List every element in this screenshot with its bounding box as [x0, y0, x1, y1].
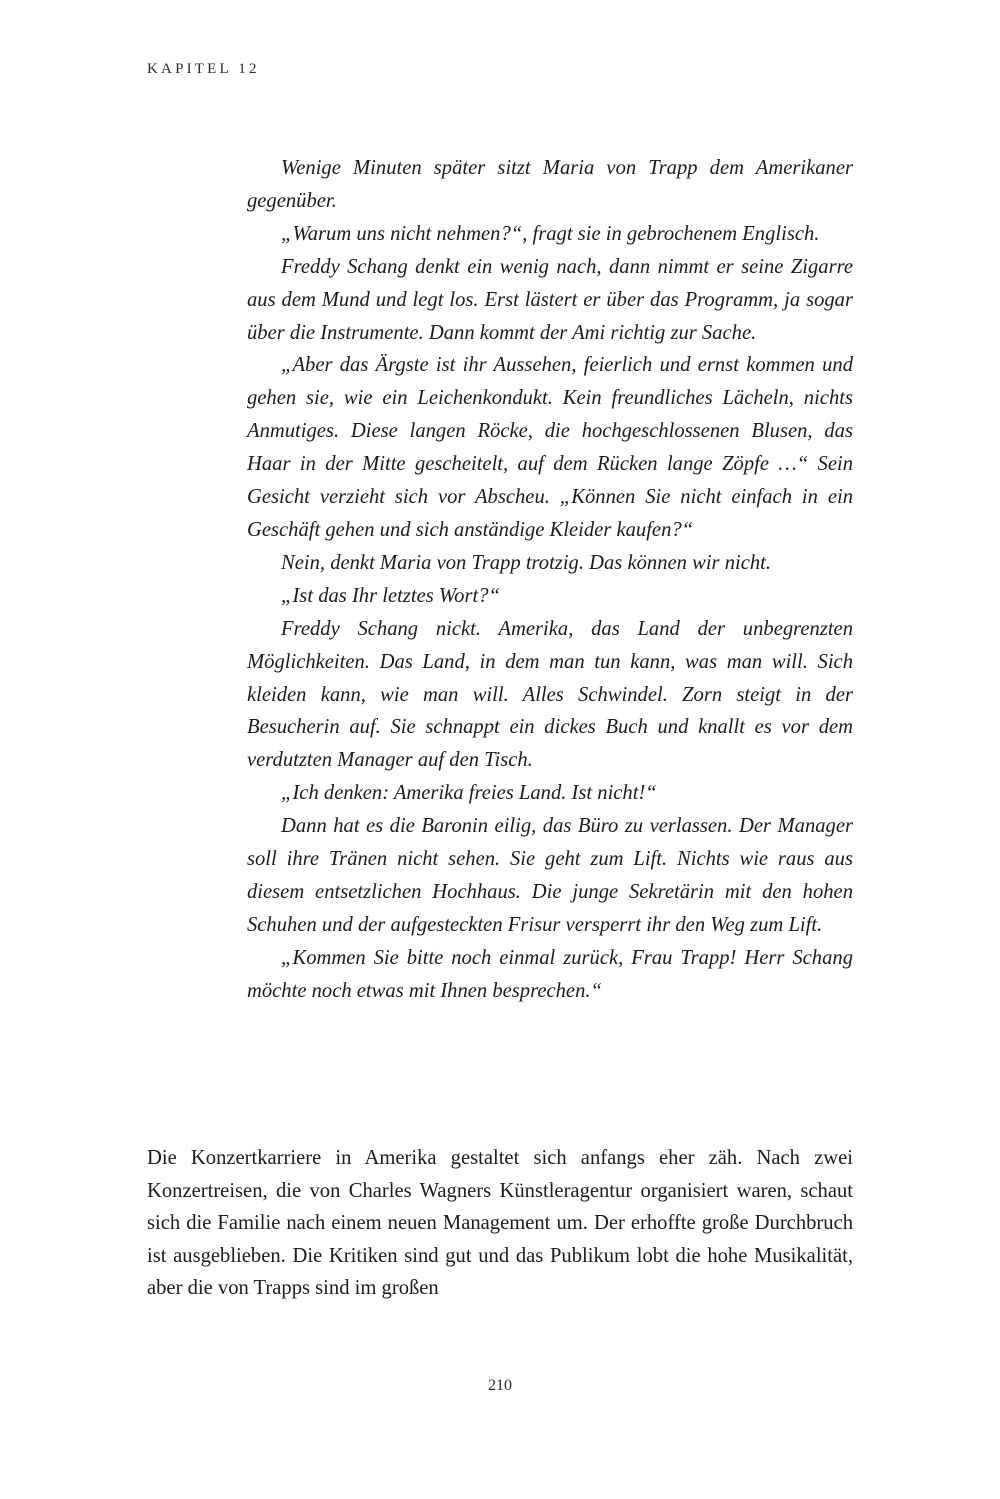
excerpt-paragraph: Wenige Minuten später sitzt Maria von Trapp dem Amerikaner gegenüber. [247, 157, 853, 212]
excerpt-paragraph: „Ich denken: Amerika freies Land. Ist nicht!“ [281, 782, 657, 805]
body-paragraph: Die Konzertkarriere in Amerika gestaltet sich anfangs eher zäh. Nach zwei Konzertreisen, die von Charles Wagners Künstleragentur organisiert waren, schaut sich die Familie nach einem neuen Management um. Der erhoffte große Durchbruch ist ausgeblieben. Die Kritiken sind gut und das Publikum lobt die hohe Musikalität, aber die von Trapps sind im großen [147, 1147, 853, 1300]
italic-excerpt [247, 152, 853, 1008]
excerpt-paragraph: Nein, denkt Maria von Trapp trotzig. Das können wir nicht. [281, 551, 772, 574]
excerpt-paragraph: „Aber das Ärgste ist ihr Aussehen, feierlich und ernst kommen und gehen sie, wie ein Leichenkondukt. Kein freundliches Lächeln, nichts Anmutiges. Diese langen Röcke, die hochgeschlossenen Blusen, das Haar in der Mitte gescheitelt, auf dem Rücken lange Zöpfe …“ Sein Gesicht verzieht sich vor Abscheu. „Können Sie nicht einfach in ein Geschäft gehen und sich anständige Kleider kaufen?“ [247, 354, 853, 541]
excerpt-paragraph: Dann hat es die Baronin eilig, das Büro zu verlassen. Der Manager soll ihre Tränen nicht sehen. Sie geht zum Lift. Nichts wie raus aus diesem entsetzlichen Hochhaus. Die junge Sekretärin mit den hohen Schuhen und der aufgesteckten Frisur versperrt ihr den Weg zum Lift. [247, 815, 853, 936]
excerpt-paragraph: „Warum uns nicht nehmen?“, fragt sie in gebrochenem Englisch. [281, 222, 820, 245]
excerpt-paragraph: Freddy Schang nickt. Amerika, das Land der unbegrenzten Möglichkeiten. Das Land, in dem man tun kann, was man will. Sich kleiden kann, wie man will. Alles Schwindel. Zorn steigt in der Besucherin auf. Sie schnappt ein dickes Buch und knallt es vor dem verdutzten Manager auf den Tisch. [247, 617, 853, 772]
page-number: 210 [488, 1377, 512, 1394]
excerpt-paragraph: „Kommen Sie bitte noch einmal zurück, Frau Trapp! Herr Schang möchte noch etwas mit Ihnen besprechen.“ [247, 946, 853, 1002]
excerpt-paragraph: „Ist das Ihr letztes Wort?“ [281, 584, 500, 607]
running-head: KAPITEL 12 [147, 61, 260, 77]
excerpt-paragraph: Freddy Schang denkt ein wenig nach, dann nimmt er seine Zigarre aus dem Mund und legt los. Erst lästert er über das Programm, ja sogar über die Instrumente. Dann kommt der Ami richtig zur Sache. [247, 255, 853, 344]
body-text [147, 1142, 853, 1305]
